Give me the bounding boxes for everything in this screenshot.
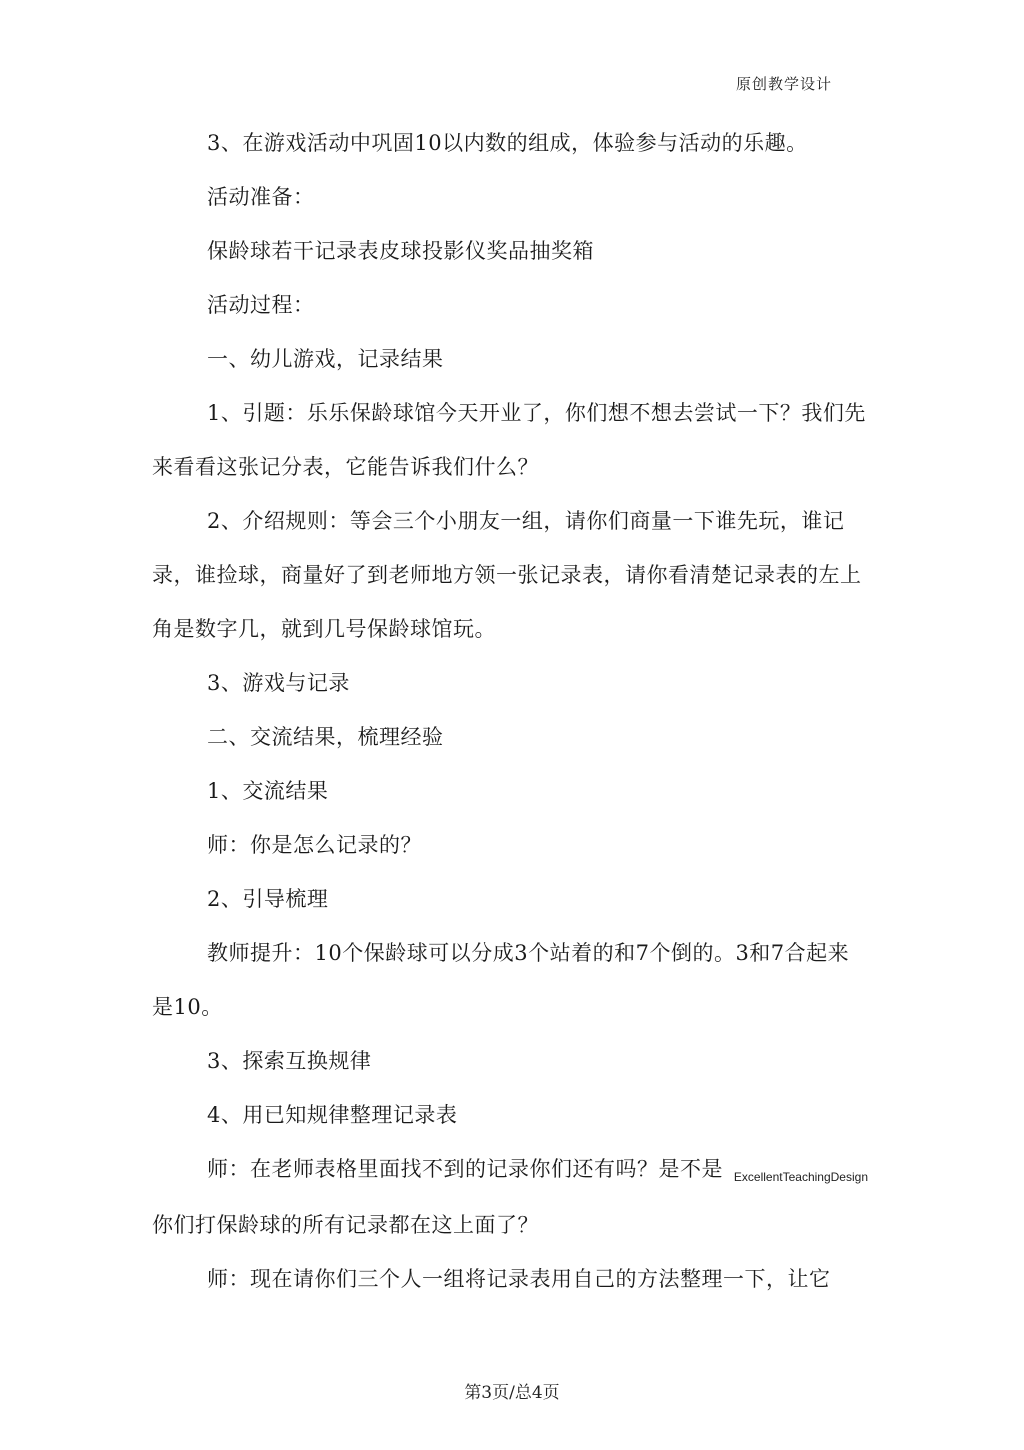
header-label: 原创教学设计 (735, 75, 832, 93)
paragraph-rules: 2、介绍规则：等会三个小朋友一组，请你们商量一下谁先玩，谁记录，谁捡球，商量好了到老师地方领一张记录表，请你看清楚记录表的左上角是数字几，就到几号保龄球馆玩。 (152, 509, 862, 641)
paragraph-continuation: 你们打保龄球的所有记录都在这上面了？ (152, 1213, 539, 1237)
page-number: 第3页/总4页 (464, 1383, 560, 1403)
paragraph-teacher-instruction: 师：现在请你们三个人一组将记录表用自己的方法整理一下，让它 (207, 1267, 831, 1291)
section-heading-2: 二、交流结果，梳理经验 (207, 725, 444, 749)
paragraph-preparation-heading: 活动准备： (207, 185, 315, 209)
paragraph-organize: 4、用已知规律整理记录表 (207, 1103, 458, 1127)
paragraph-teacher-ask: 师：在老师表格里面找不到的记录你们还有吗？是不是 (207, 1157, 723, 1181)
paragraph-process-heading: 活动过程： (207, 293, 315, 317)
paragraph-game-record: 3、游戏与记录 (207, 671, 350, 695)
paragraph-teacher-question: 师：你是怎么记录的？ (207, 833, 422, 857)
document-body-continued (152, 1198, 868, 1306)
document-body (152, 116, 868, 1196)
paragraph-intro: 1、引题：乐乐保龄球馆今天开业了，你们想不想去尝试一下？我们先来看看这张记分表，它能告诉我们什么？ (152, 401, 866, 479)
footer-watermark: ExcellentTeachingDesign (733, 1170, 868, 1184)
paragraph-guide: 2、引导梳理 (207, 887, 329, 911)
paragraph-explore: 3、探索互换规律 (207, 1049, 372, 1073)
paragraph-goal-3: 3、在游戏活动中巩固10以内数的组成，体验参与活动的乐趣。 (207, 131, 808, 155)
paragraph-exchange: 1、交流结果 (207, 779, 329, 803)
section-heading-1: 一、幼儿游戏，记录结果 (207, 347, 444, 371)
paragraph-materials: 保龄球若干记录表皮球投影仪奖品抽奖箱 (207, 239, 594, 263)
paragraph-teacher-summary: 教师提升：10个保龄球可以分成3个站着的和7个倒的。3和7合起来是10。 (152, 941, 850, 1019)
